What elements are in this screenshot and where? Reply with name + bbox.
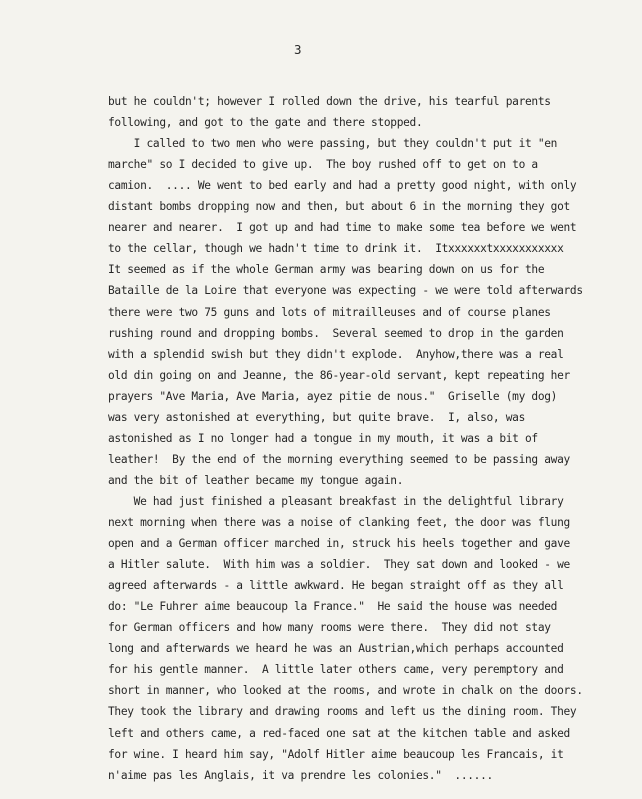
text-line: and the bit of leather became my tongue again. xyxy=(108,473,404,487)
text-line: astonished as I no longer had a tongue in my mouth, it was a bit of xyxy=(108,431,538,445)
text-line: long and afterwards we heard he was an Austrian,which perhaps accounted xyxy=(108,642,564,656)
text-line: with a splendid swish but they didn't explode. Anyhow,there was a real xyxy=(108,347,564,361)
text-line: a Hitler salute. With him was a soldier. They sat down and looked - we xyxy=(108,558,570,572)
text-line: I called to two men who were passing, but they couldn't put it "en xyxy=(108,137,558,151)
text-line: n'aime pas les Anglais, it va prendre les colonies." ...... xyxy=(108,768,493,782)
text-line: do: "Le Fuhrer aime beaucoup la France." He said the house was needed xyxy=(108,600,558,614)
text-line: to the cellar, though we hadn't time to drink it. Itxxxxxxtxxxxxxxxxxx xyxy=(108,242,564,256)
text-line: for his gentle manner. A little later others came, very peremptory and xyxy=(108,663,564,677)
text-line: for German officers and how many rooms were there. They did not stay xyxy=(108,621,551,635)
text-line: but he couldn't; however I rolled down the drive, his tearful parents xyxy=(108,95,551,108)
text-line: They took the library and drawing rooms and left us the dining room. They xyxy=(108,705,577,719)
text-line: Bataille de la Loire that everyone was expecting - we were told afterwards xyxy=(108,284,583,298)
text-line: prayers "Ave Maria, Ave Maria, ayez pitie de nous." Griselle (my dog) xyxy=(108,389,558,403)
text-line: next morning when there was a noise of clanking feet, the door was flung xyxy=(108,516,570,529)
text-line: We had just finished a pleasant breakfast in the delightful library xyxy=(108,494,564,508)
text-line: was very astonished at everything, but quite brave. I, also, was xyxy=(108,410,526,424)
text-line: leather! By the end of the morning everything seemed to be passing away xyxy=(108,452,570,466)
text-line: camion. .... We went to bed early and had a pretty good night, with only xyxy=(108,179,577,193)
text-line: marche" so I decided to give up. The boy rushed off to get on to a xyxy=(108,158,538,172)
text-line: following, and got to the gate and there stopped. xyxy=(108,116,423,130)
text-line: open and a German officer marched in, struck his heels together and gave xyxy=(108,537,570,551)
text-line: for wine. I heard him say, "Adolf Hitler aime beaucoup les Francais, it xyxy=(108,747,564,761)
text-line: agreed afterwards - a little awkward. He began straight off as they all xyxy=(108,579,564,593)
text-line: old din going on and Jeanne, the 86-year-old servant, kept repeating her xyxy=(108,368,570,382)
text-line: there were two 75 guns and lots of mitrailleuses and of course planes xyxy=(108,305,551,319)
text-line: left and others came, a red-faced one sat at the kitchen table and asked xyxy=(108,726,570,740)
text-line: short in manner, who looked at the rooms, and wrote in chalk on the doors. xyxy=(108,684,583,698)
text-line: distant bombs dropping now and then, but about 6 in the morning they got xyxy=(108,200,570,214)
text-line: It seemed as if the whole German army was bearing down on us for the xyxy=(108,263,545,277)
text-line: nearer and nearer. I got up and had time to make some tea before we went xyxy=(108,221,577,235)
text-line: rushing round and dropping bombs. Several seemed to drop in the garden xyxy=(108,326,564,340)
page-number: 3 xyxy=(294,42,302,57)
